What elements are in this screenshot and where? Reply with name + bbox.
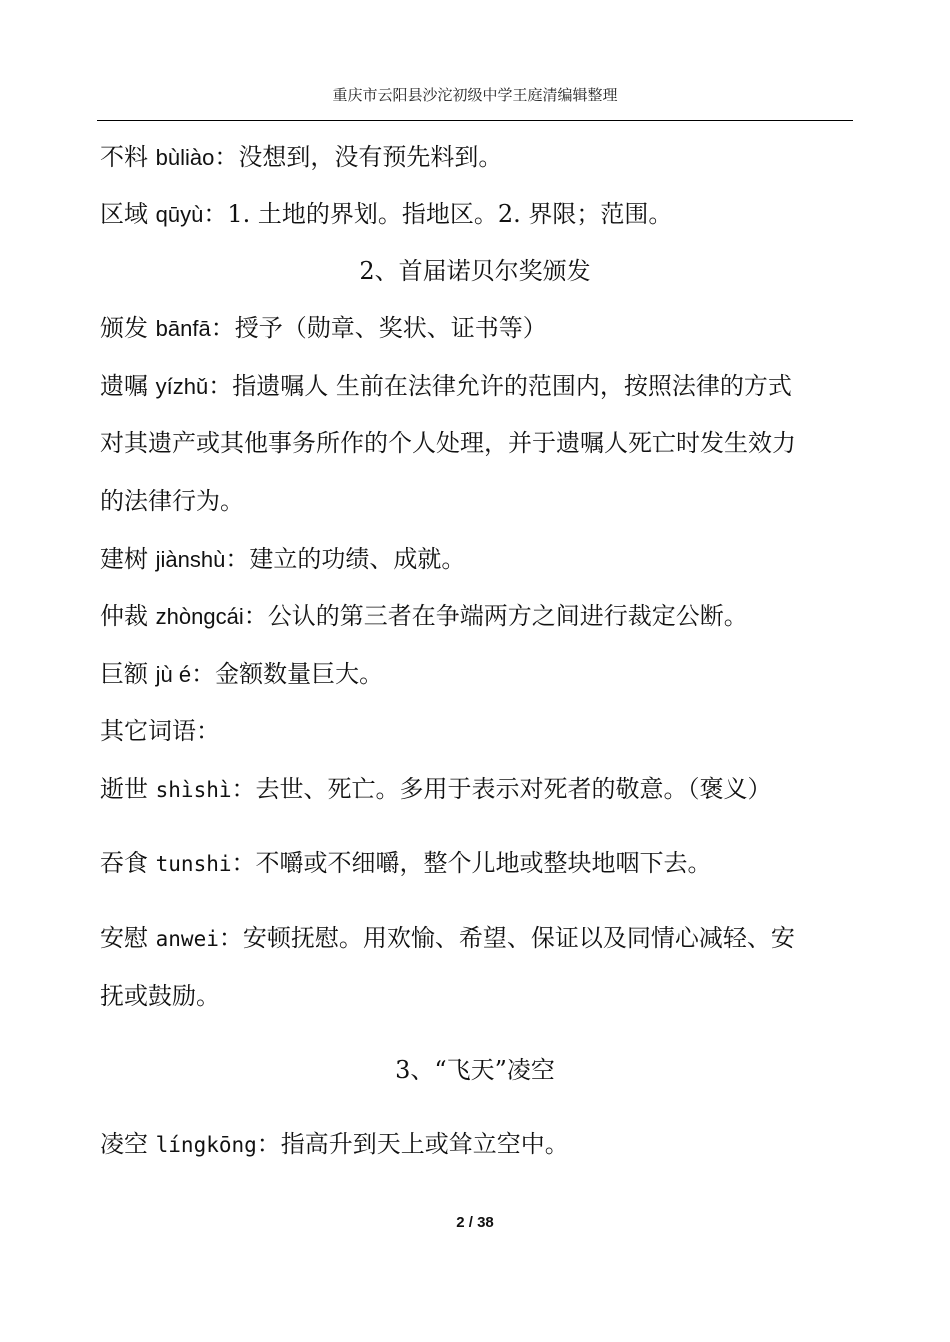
other-words-label: 其它词语：	[100, 717, 220, 745]
entry-pinyin: tunshi	[155, 852, 232, 876]
entry-word: 巨额	[100, 660, 156, 688]
page-number: 2 / 38	[456, 1214, 494, 1231]
entry-pinyin: zhòngcái	[155, 604, 244, 629]
entry-definition: ：金额数量巨大。	[191, 660, 384, 688]
entry-pinyin: língkōng	[155, 1133, 257, 1157]
entry-banfa	[100, 313, 860, 344]
entry-pinyin: yízhǔ	[155, 374, 209, 399]
page-header: 重庆市云阳县沙沱初级中学王庭清编辑整理	[332, 86, 618, 104]
entry-word: 安慰	[100, 924, 156, 952]
entry-word: 建树	[100, 545, 156, 573]
section-heading-2: 2、首届诺贝尔奖颁发	[359, 257, 591, 285]
entry-pinyin: bānfā	[155, 316, 211, 341]
entry-pinyin: shìshì	[155, 778, 232, 802]
section-heading-3: 3、“飞天”凌空	[395, 1056, 555, 1084]
entry-yizhu-continued: 的法律行为。	[100, 487, 244, 515]
header-divider	[97, 120, 853, 121]
entry-yizhu	[100, 371, 860, 402]
entry-jianshu	[100, 544, 860, 575]
entry-lingkong	[100, 1129, 860, 1160]
entry-definition: ：授予（勋章、奖状、证书等）	[210, 314, 547, 342]
entry-definition: ：指遗嘱人 生前在法律允许的范围内，按照法律的方式	[208, 372, 792, 400]
entry-tunshi	[100, 848, 860, 879]
entry-anwei-continued: 抚或鼓励。	[100, 982, 220, 1010]
entry-word: 遗嘱	[100, 372, 156, 400]
entry-shishi	[100, 774, 860, 805]
entry-buliao	[100, 142, 860, 173]
entry-word: 不料	[100, 143, 156, 171]
entry-word: 仲裁	[100, 602, 156, 630]
entry-word: 颁发	[100, 314, 156, 342]
entry-pinyin: anwei	[155, 927, 219, 951]
entry-zhongcai	[100, 601, 860, 632]
entry-pinyin: qūyù	[155, 202, 204, 227]
entry-pinyin: jù é	[155, 662, 192, 687]
entry-jue	[100, 659, 860, 690]
entry-word: 区域	[100, 200, 156, 228]
entry-yizhu-continued: 对其遗产或其他事务所作的个人处理，并于遗嘱人死亡时发生效力	[100, 429, 796, 457]
entry-definition: ：建立的功绩、成就。	[225, 545, 466, 573]
entry-definition: ：去世、死亡。多用于表示对死者的敬意。（褒义）	[231, 775, 772, 803]
entry-quyu	[100, 199, 860, 230]
entry-definition: ：不嚼或不细嚼，整个儿地或整块地咽下去。	[231, 849, 712, 877]
entry-word: 凌空	[100, 1130, 156, 1158]
entry-word: 逝世	[100, 775, 156, 803]
entry-definition: ：指高升到天上或耸立空中。	[256, 1130, 569, 1158]
entry-definition: ：没想到，没有预先料到。	[214, 143, 503, 171]
entry-pinyin: bùliào	[155, 145, 215, 170]
entry-pinyin: jiànshù	[155, 547, 226, 572]
entry-anwei	[100, 923, 860, 954]
entry-definition: ：安顿抚慰。用欢愉、希望、保证以及同情心减轻、安	[218, 924, 795, 952]
entry-word: 吞食	[100, 849, 156, 877]
entry-definition: ：公认的第三者在争端两方之间进行裁定公断。	[243, 602, 748, 630]
entry-definition: ：1. 土地的界划。指地区。2. 界限；范围。	[203, 200, 673, 228]
